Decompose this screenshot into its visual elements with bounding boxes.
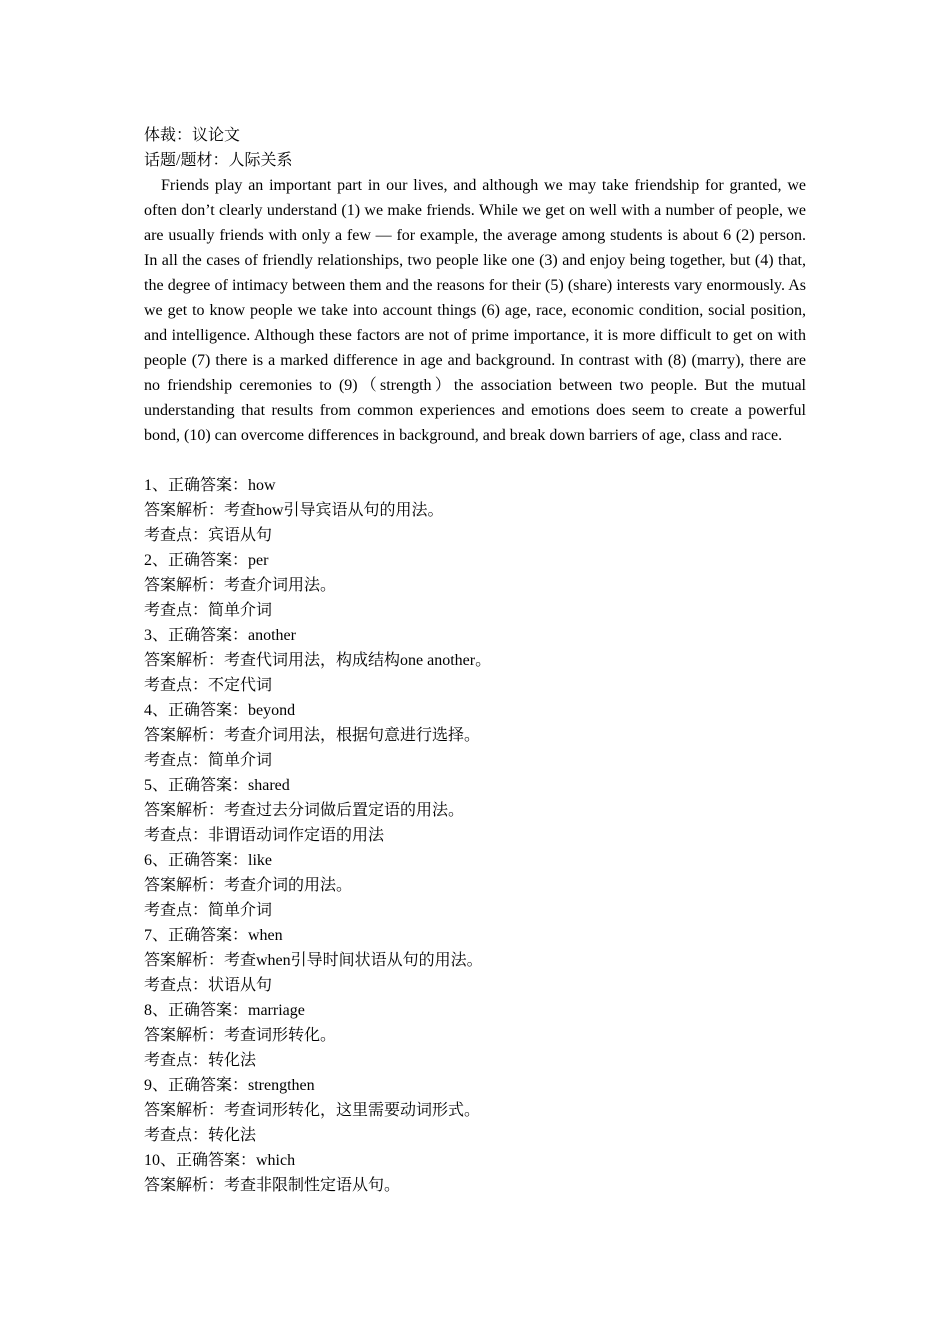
analysis-line: 答案解析：考查介词的用法。 bbox=[144, 877, 353, 894]
passage-text: Friends play an important part in our lives, and although we may take friendship for granted, we often don’t clearly understand (1) we make friends. While we get on well with a number of people, we are usually friends with only a few — for example, the average among students is about 6 (2) person. In all the cases of friendly relationships, two people like one (3) and enjoy being together, but (4) that, the degree of intimacy between them and the reasons for their (5) (share) interests vary enormously. As we get to know people we take into account things (6) age, race, economic condition, social position, and intelligence. Although these factors are not of prime importance, it is more difficult to get on with people (7) there is a marked difference in age and background. In contrast with (8) (marry), there are no friendship ceremonies to (9)（strength）the association between two people. But the mutual understanding that results from common experiences and emotions does seem to create a powerful bond, (10) can overcome differences in background, and break down barriers of age, class and race. bbox=[144, 177, 806, 444]
answer-item bbox=[144, 998, 806, 1073]
analysis-line: 答案解析：考查介词用法，根据句意进行选择。 bbox=[144, 727, 481, 744]
analysis-line: 答案解析：考查过去分词做后置定语的用法。 bbox=[144, 802, 465, 819]
answer-item bbox=[144, 698, 806, 773]
answer-item bbox=[144, 773, 806, 848]
genre-line: 体裁：议论文 bbox=[144, 127, 241, 144]
analysis-line: 答案解析：考查when引导时间状语从句的用法。 bbox=[144, 952, 483, 969]
analysis-line: 答案解析：考查非限制性定语从句。 bbox=[144, 1177, 401, 1194]
answer-item bbox=[144, 473, 806, 548]
point-line: 考查点：非谓语动词作定语的用法 bbox=[144, 827, 385, 844]
point-line: 考查点：不定代词 bbox=[144, 677, 273, 694]
answer-item bbox=[144, 923, 806, 998]
point-line: 考查点：转化法 bbox=[144, 1052, 257, 1069]
point-line: 考查点：简单介词 bbox=[144, 752, 273, 769]
analysis-line: 答案解析：考查代词用法，构成结构one another。 bbox=[144, 652, 492, 669]
answer-line: 8、正确答案：marriage bbox=[144, 1002, 305, 1019]
answer-line: 5、正确答案：shared bbox=[144, 777, 290, 794]
document-page bbox=[144, 123, 806, 1198]
answer-item bbox=[144, 1148, 806, 1198]
answer-line: 3、正确答案：another bbox=[144, 627, 296, 644]
answer-item bbox=[144, 548, 806, 623]
point-line: 考查点：简单介词 bbox=[144, 902, 273, 919]
analysis-line: 答案解析：考查词形转化，这里需要动词形式。 bbox=[144, 1102, 481, 1119]
answer-list bbox=[144, 473, 806, 1198]
answer-line: 2、正确答案：per bbox=[144, 552, 269, 569]
analysis-line: 答案解析：考查how引导宾语从句的用法。 bbox=[144, 502, 444, 519]
answer-item bbox=[144, 848, 806, 923]
analysis-line: 答案解析：考查词形转化。 bbox=[144, 1027, 337, 1044]
point-line: 考查点：转化法 bbox=[144, 1127, 257, 1144]
answer-item bbox=[144, 623, 806, 698]
answer-line: 9、正确答案：strengthen bbox=[144, 1077, 315, 1094]
answer-line: 1、正确答案：how bbox=[144, 477, 276, 494]
analysis-line: 答案解析：考查介词用法。 bbox=[144, 577, 337, 594]
answer-item bbox=[144, 1073, 806, 1148]
point-line: 考查点：简单介词 bbox=[144, 602, 273, 619]
point-line: 考查点：状语从句 bbox=[144, 977, 273, 994]
answer-line: 7、正确答案：when bbox=[144, 927, 283, 944]
answer-line: 6、正确答案：like bbox=[144, 852, 272, 869]
answer-line: 10、正确答案：which bbox=[144, 1152, 296, 1169]
topic-line: 话题/题材：人际关系 bbox=[144, 152, 293, 169]
point-line: 考查点：宾语从句 bbox=[144, 527, 273, 544]
answer-line: 4、正确答案：beyond bbox=[144, 702, 296, 719]
section-spacer bbox=[144, 448, 806, 473]
